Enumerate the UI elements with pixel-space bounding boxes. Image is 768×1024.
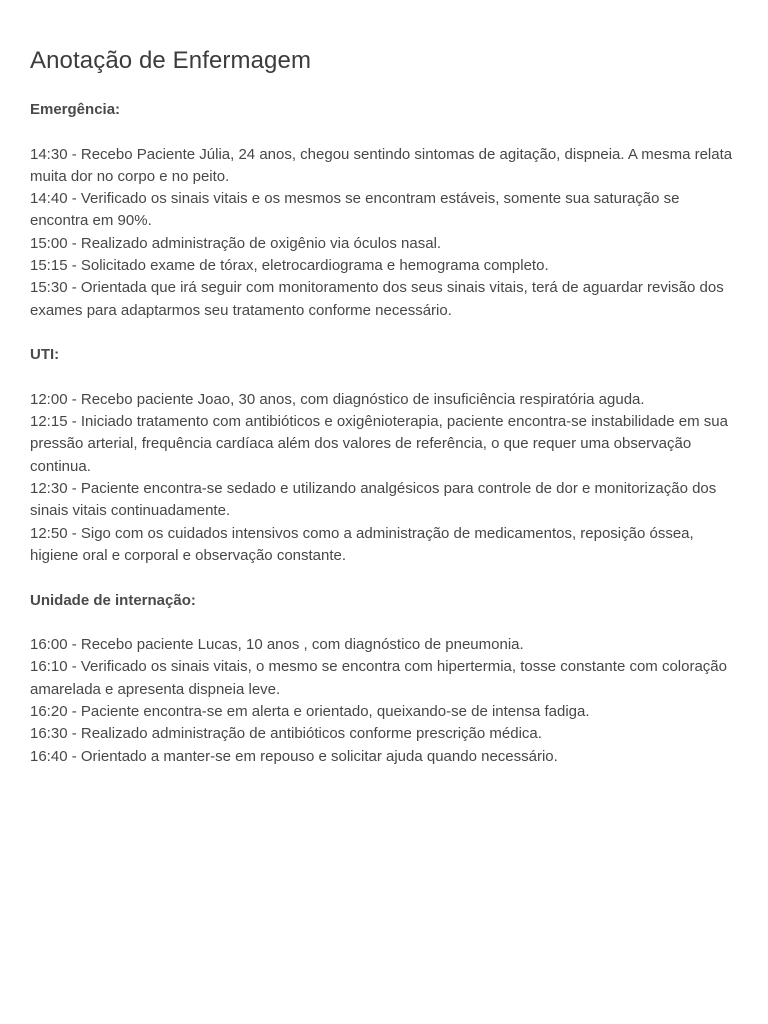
log-entry: 16:30 - Realizado administração de antibióticos conforme prescrição médica. [30, 725, 542, 743]
log-entry: 12:15 - Iniciado tratamento com antibióticos e oxigênioterapia, paciente encontra-se instabilidade em sua pressão arterial, frequência cardíaca além dos valores de referência, o que requer uma observação continua. [30, 413, 728, 475]
entry-list [30, 389, 738, 567]
document-title: Anotação de Enfermagem [30, 47, 312, 74]
log-entry: 16:00 - Recebo paciente Lucas, 10 anos , com diagnóstico de pneumonia. [30, 636, 524, 654]
log-entry: 15:00 - Realizado administração de oxigênio via óculos nasal. [30, 234, 442, 252]
log-entry: 16:10 - Verificado os sinais vitais, o mesmo se encontra com hipertermia, tosse constante com coloração amarelada e apresenta dispneia leve. [30, 658, 727, 698]
log-entry: 16:20 - Paciente encontra-se em alerta e orientado, queixando-se de intensa fadiga. [30, 703, 590, 721]
log-entry: 15:15 - Solicitado exame de tórax, eletrocardiograma e hemograma completo. [30, 257, 549, 275]
log-entry: 14:40 - Verificado os sinais vitais e os mesmos se encontram estáveis, somente sua saturação se encontra em 90%. [30, 190, 680, 230]
section-heading: UTI: [30, 346, 60, 364]
log-entry: 12:30 - Paciente encontra-se sedado e utilizando analgésicos para controle de dor e monitorização dos sinais vitais continuadamente. [30, 480, 717, 520]
entry-list [30, 144, 738, 322]
section-unidade-internacao [30, 590, 738, 768]
log-entry: 12:50 - Sigo com os cuidados intensivos como a administração de medicamentos, reposição óssea, higiene oral e corporal e observação constante. [30, 524, 694, 564]
log-entry: 15:30 - Orientada que irá seguir com monitoramento dos seus sinais vitais, terá de aguardar revisão dos exames para adaptarmos seu tratamento conforme necessário. [30, 279, 724, 319]
section-heading: Unidade de internação: [30, 591, 196, 609]
log-entry: 12:00 - Recebo paciente Joao, 30 anos, com diagnóstico de insuficiência respiratória aguda. [30, 390, 645, 408]
section-uti [30, 344, 738, 567]
log-entry: 14:30 - Recebo Paciente Júlia, 24 anos, chegou sentindo sintomas de agitação, dispneia. A mesma relata muita dor no corpo e no peito. [30, 145, 733, 185]
log-entry: 16:40 - Orientado a manter-se em repouso e solicitar ajuda quando necessário. [30, 747, 558, 765]
section-heading: Emergência: [30, 101, 121, 118]
entry-list [30, 634, 738, 768]
section-emergencia [30, 99, 738, 322]
